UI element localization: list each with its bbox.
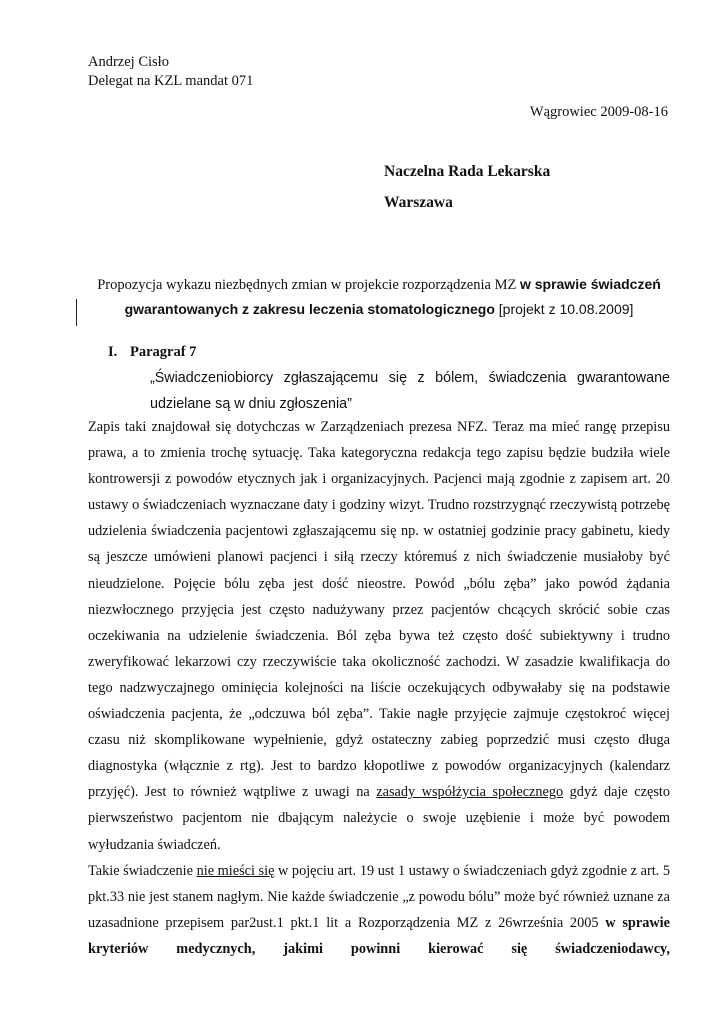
- paragraph-1-text-end: gdyż daje często pierwszeństwo pacjentom nie dbającym należycie o swoje uzębienie i może być powodem wyłudzania świadczeń.: [88, 784, 671, 853]
- intro-paragraph: [86, 272, 672, 322]
- paragraph-1: [88, 414, 670, 858]
- intro-project-ref: [projekt z 10.08.2009]: [494, 301, 634, 317]
- sender-name: Andrzej Cisło: [88, 54, 169, 70]
- paragraph-2-bold: w sprawie kryteriów medycznych, jakimi powinni kierować się świadczeniodawcy,: [88, 914, 670, 957]
- section-title: Paragraf 7: [130, 344, 197, 360]
- section-quote: [150, 365, 670, 417]
- addressee-city: Warszawa: [384, 194, 453, 211]
- intro-bold-2: gwarantowanych z zakresu leczenia stomatologicznego: [124, 301, 495, 317]
- paragraph-2: [88, 858, 670, 962]
- paragraph-2-underlined: nie mieści się: [196, 862, 275, 879]
- sender-role: Delegat na KZL mandat 071: [88, 73, 254, 89]
- section-number: I.: [108, 344, 118, 360]
- revision-bar: [76, 299, 77, 326]
- quote-line-2: udzielane są w dniu zgłoszenia”: [150, 396, 352, 412]
- paragraph-1-text: Zapis taki znajdował się dotychczas w Zarządzeniach prezesa NFZ. Teraz ma mieć rangę przepisu prawa, a to zmienia trochę sytuację. Taka kategoryczna redakcja tego zapisu będzie budziła wiele kontrowersji z powodów etycznych jak i organizacyjnych. Pacjenci mają zgodnie z zapisem art. 20 ustawy o świadczeniach wyznaczane daty i godziny wizyt. Trudno rozstrzygnąć rzeczywistą potrzebę udzielenia świadczenia pacjentowi zgłaszającemu się np. w ostatniej godzinie pracy gabinetu, kiedy są jeszcze umówieni planowi pacjenci i siłą rzeczy któremuś z nich świadczenie musiałoby być nieudzielone. Pojęcie bólu zęba jest dość nieostre. Powód „bólu zęba” jako powód żądania niezwłocznego przyjęcia jest często nadużywany przez pacjentów chcących skrócić sobie czas oczekiwania na udzielenie świadczenia. Ból zęba bywa też często dość subiektywny i trudno zweryfikować lekarzowi czy rzeczywiście taka okoliczność zachodzi. W zasadzie kwalifikacja do tego nadzwyczajnego ominięcia kolejności na liście oczekujących odbywałaby się na podstawie oświadczenia pacjenta, że „odczuwa ból zęba”. Takie nagłe przyjęcie zajmuje częstokroć więcej czasu niż skomplikowane wypełnienie, gdyż ostateczny zabieg poprzedzić musi często długa diagnostyka (włącznie z rtg). Jest to bardzo kłopotliwe z powodów organizacyjnych (kalendarz przyjęć). Jest to również wątpliwe z uwagi na: [88, 419, 670, 801]
- addressee-name: Naczelna Rada Lekarska: [384, 163, 551, 180]
- intro-bold-1: w sprawie świadczeń: [519, 276, 661, 292]
- quote-line-1: „Świadczeniobiorcy zgłaszającemu się z bólem, świadczenia gwarantowane: [150, 370, 670, 386]
- paragraph-2-text-mid: w pojęciu art. 19 ust 1 ustawy o świadczeniach gdyż zgodnie z art. 5 pkt.33 nie jest stanem nagłym. Nie każde świadczenie „z powodu bólu” może być również uznane za uzasadnione przepisem par2ust.1 pkt.1 lit a Rozporządzenia MZ z 26września 2005: [88, 862, 670, 931]
- place-date: Wągrowiec 2009-08-16: [529, 104, 668, 120]
- intro-text: Propozycja wykazu niezbędnych zmian w projekcie rozporządzenia MZ: [97, 277, 520, 293]
- body-text: [88, 414, 670, 962]
- paragraph-1-underlined: zasady współżycia społecznego: [376, 784, 564, 801]
- paragraph-2-text: Takie świadczenie: [88, 862, 197, 879]
